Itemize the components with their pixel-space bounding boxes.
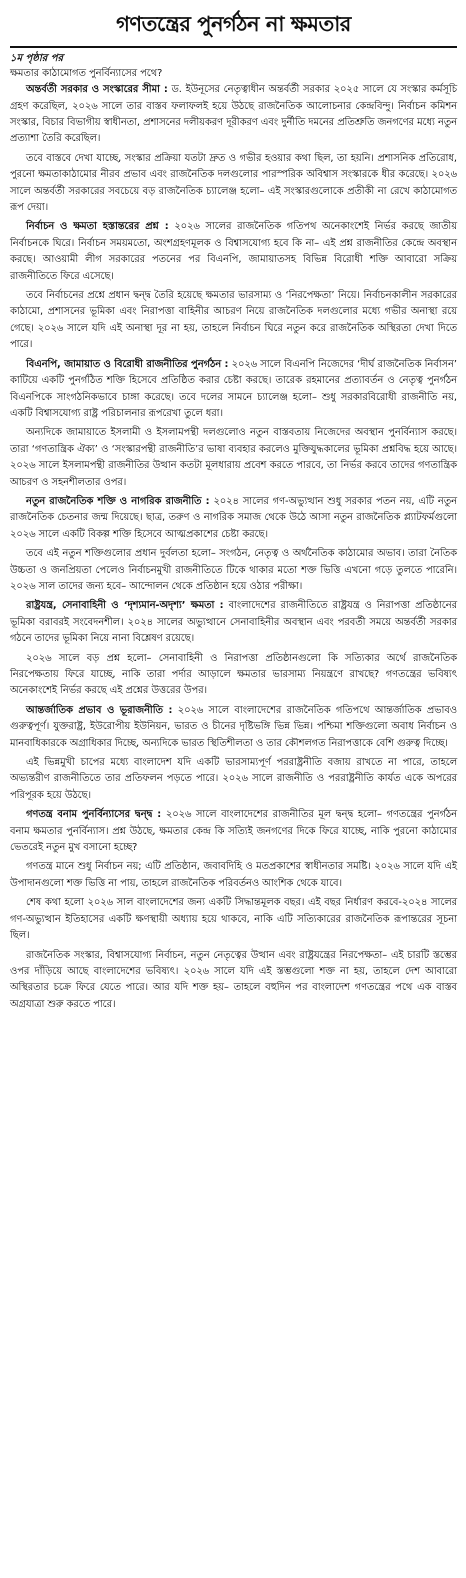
section-new-forces xyxy=(10,494,457,595)
paragraph xyxy=(10,357,457,423)
section-opposition xyxy=(10,357,457,491)
paragraph xyxy=(10,494,457,543)
paragraph: তবে বাস্তবে দেখা যাচ্ছে, সংস্কার প্রক্রিয়া যতটা দ্রুত ও গভীর হওয়ার কথা ছিল, তা হয়নি। প্রশাসনিক প্রতিরোধ, পুরনো ক্ষমতাকাঠামোর নীরব প্রভাব এবং রাজনৈতিক দলগুলোর পারস্পরিক অবিশ্বাস সংস্কারকে ধীর করেছে। ২০২৬ সালে অন্তর্বর্তী সরকারের সবচেয়ে বড় রাজনৈতিক চ্যালেঞ্জ হলো– এই সংস্কারগুলোকে প্রতীকী না রেখে কাঠামোগত রূপ দেয়া। xyxy=(10,152,457,214)
paragraph: এই ভিন্নমুখী চাপের মধ্যে বাংলাদেশ যদি একটি ভারসাম্যপূর্ণ পররাষ্ট্রনীতি বজায় রাখতে না পারে, তাহলে অভ্যন্তরীণ রাজনীতিতে তার প্রতিফলন পড়তে পারে। ২০২৬ সালে রাজনীতি ও পররাষ্ট্রনীতি কার্যত একে অপরের পরিপূরক হয়ে উঠছে। xyxy=(10,757,457,801)
headline-rule xyxy=(10,46,457,48)
section-interim-government xyxy=(10,82,457,216)
headline: গণতন্ত্রের পুনর্গঠন না ক্ষমতার xyxy=(116,12,351,36)
section-subhead: নির্বাচন ও ক্ষমতা হস্তান্তরের প্রশ্ন : xyxy=(26,221,169,233)
paragraph xyxy=(10,598,457,647)
paragraph: তবে এই নতুন শক্তিগুলোর প্রধান দুর্বলতা হলো– সংগঠন, নেতৃত্ব ও অর্থনৈতিক কাঠামোর অভাব। তারা নৈতিক উচ্চতা ও জনপ্রিয়তা পেলেও নির্বাচনমুখী রাজনীতিতে টিকে থাকার মতো শক্ত ভিত্তি এখনো গড়ে তুলতে পারেনি। ২০২৬ সাল তাদের জন্য হবে– আন্দোলন থেকে প্রতিষ্ঠান হয়ে ওঠার পরীক্ষা। xyxy=(10,548,457,592)
section-subhead: অন্তর্বর্তী সরকার ও সংস্কারের সীমা : xyxy=(26,84,168,96)
section-subhead: নতুন রাজনৈতিক শক্তি ও নাগরিক রাজনীতি : xyxy=(26,495,210,507)
section-geopolitics xyxy=(10,703,457,804)
section-subhead: আন্তর্জাতিক প্রভাব ও ভূরাজনীতি : xyxy=(26,704,173,716)
section-subhead: রাষ্ট্রযন্ত্র, সেনাবাহিনী ও ‘দৃশ্যমান-অদৃশ্য’ ক্ষমতা : xyxy=(26,600,224,612)
paragraph-text: ড. ইউনূসের নেতৃত্বাধীন অন্তর্বর্তী সরকার ২০২৫ সালে যে সংস্কার কর্মসূচি গ্রহণ করেছিল, ২০২৬ সালে তার বাস্তব ফলাফলই হয়ে উঠছে রাজনৈতিক আলোচনার কেন্দ্রবিন্দু। নির্বাচন কমিশন সংস্কার, বিচার বিভাগীয় স্বাধীনতা, প্রশাসনের দলীয়করণ দূরীকরণ এবং দুর্নীতি দমনের প্রতিশ্রুতি জনগণের মধ্যে নতুন প্রত্যাশা তৈরি করেছিল। xyxy=(10,84,457,145)
lead-line: ক্ষমতার কাঠামোগত পুনর্বিন্যাসের পথে? xyxy=(10,68,163,79)
paragraph xyxy=(10,703,457,752)
paragraph: অন্যদিকে জামায়াতে ইসলামী ও ইসলামপন্থী দলগুলোও নতুন বাস্তবতায় নিজেদের অবস্থান পুনর্বিন্যাস করছে। তারা ‘গণতান্ত্রিক ঐক্য’ ও ‘সংস্কারপন্থী রাজনীতি’র ভাষা ব্যবহার করলেও মুক্তিযুদ্ধকালের ভূমিকা প্রশ্নবিদ্ধ হয়ে আছে। ২০২৬ সালে ইসলামপন্থী রাজনীতির উত্থান কতটা মূলধারায় প্রবেশ করতে পারবে, তা নির্ভর করবে তাদের গণতান্ত্রিক আচরণ ও সহনশীলতার ওপর। xyxy=(10,427,457,488)
paragraph: শেষ কথা হলো ২০২৬ সাল বাংলাদেশের জন্য একটি সিদ্ধান্তমূলক বছর। এই বছর নির্ধারণ করবে-২০২৪ সালের গণ-অভ্যুত্থান ইতিহাসের একটি ক্ষণস্থায়ী অধ্যায় হয়ে থাকবে, নাকি এটি সত্যিকারের রাজনৈতিক রূপান্তরের সূচনা ছিল। xyxy=(10,897,457,942)
paragraph xyxy=(10,807,457,856)
paragraph-text: বাংলাদেশের রাজনীতিতে রাষ্ট্রযন্ত্র ও নিরাপত্তা প্রতিষ্ঠানের ভূমিকা বরাবরই সংবেদনশীল। ২০২৪ সালের অভ্যুত্থানে সেনাবাহিনীর অবস্থান এবং পরবর্তী সময়ে অন্তর্বর্তী সরকার গঠনে তাদের ভূমিকা নিয়ে নানা বিশ্লেষণ রয়েছে। xyxy=(10,600,457,645)
paragraph-text: ২০২৬ সালের রাজনৈতিক গতিপথ অনেকাংশেই নির্ভর করছে জাতীয় নির্বাচনকে ঘিরে। নির্বাচন সময়মতো, অংশগ্রহণমূলক ও বিশ্বাসযোগ্য হবে কি না– এই প্রশ্ন রাজনীতির কেন্দ্রে অবস্থান করছে। আওয়ামী লীগ সরকারের পতনের পর বিএনপি, জামায়াতসহ বিভিন্ন বিরোধী শক্তি আবারো সক্রিয় রাজনীতিতে ফিরে এসেছে। xyxy=(10,221,457,282)
paragraph: রাজনৈতিক সংস্কার, বিশ্বাসযোগ্য নির্বাচন, নতুন নেতৃত্বের উত্থান এবং রাষ্ট্রযন্ত্রের নিরপেক্ষতা– এই চারটি স্তম্ভের ওপর দাঁড়িয়ে আছে বাংলাদেশের ভবিষ্যৎ। ২০২৬ সালে যদি এই স্তম্ভগুলো শক্ত না হয়, তাহলে দেশ আবারো অস্থিরতার চক্রে ফিরে যেতে পারে। আর যদি শক্ত হয়– তাহলে বহুদিন পর বাংলাদেশ গণতন্ত্রের পথে এক বাস্তব অগ্রযাত্রা শুরু করতে পারে। xyxy=(10,949,457,1010)
paragraph-text: ২০২৬ সালে বিএনপি নিজেদের ‘দীর্ঘ রাজনৈতিক নির্বাসন’ কাটিয়ে একটি পুনর্গঠিত শক্তি হিসেবে প্রতিষ্ঠিত করার চেষ্টা করছে। তারেক রহমানের প্রত্যাবর্তন ও নেতৃত্ব পুনর্গঠন বিএনপিকে সাংগঠনিকভাবে চাঙ্গা করেছে। তবে দলের সামনে চ্যালেঞ্জ হলো– শুধু সরকারবিরোধী রাজনীতি নয়, একটি বিশ্বাসযোগ্য রাষ্ট্র পরিচালনার রূপরেখা তুলে ধরা। xyxy=(10,358,457,419)
continued-from-label: ১ম পৃষ্ঠার পর xyxy=(10,53,63,64)
section-election xyxy=(10,219,457,353)
paragraph-text: ২০২৪ সালের গণ-অভ্যুত্থান শুধু সরকার পতন নয়, এটি নতুন রাজনৈতিক চেতনার জন্ম দিয়েছে। ছাত্র, তরুণ ও নাগরিক সমাজ থেকে উঠে আসা নতুন রাজনৈতিক প্ল্যাটফর্মগুলো ২০২৬ সালে একটি বিকল্প শক্তি হিসেবে আত্মপ্রকাশের চেষ্টা করছে। xyxy=(10,495,457,540)
paragraph-text: ২০২৬ সালে বাংলাদেশের রাজনৈতিক গতিপথে আন্তর্জাতিক প্রভাবও গুরুত্বপূর্ণ। যুক্তরাষ্ট্র, ইউরোপীয় ইউনিয়ন, ভারত ও চীনের দৃষ্টিভঙ্গি ভিন্ন ভিন্ন। পশ্চিমা শক্তিগুলো অবাধ নির্বাচন ও মানবাধিকারকে অগ্রাধিকার দিচ্ছে, অন্যদিকে ভারত স্থিতিশীলতা ও তার কৌশলগত নিরাপত্তাকে বেশি গুরুত্ব দিচ্ছে। xyxy=(10,704,457,749)
section-state-machinery xyxy=(10,598,457,699)
section-subhead: বিএনপি, জামায়াত ও বিরোধী রাজনীতির পুনর্গঠন : xyxy=(26,358,229,370)
paragraph xyxy=(10,219,457,285)
paragraph-text: ২০২৬ সালে বাংলাদেশের রাজনীতির মূল দ্বন্দ্ব হলো– গণতন্ত্রের পুনর্গঠন বনাম ক্ষমতার পুনর্বিন্যাস। প্রশ্ন উঠছে, ক্ষমতার কেন্দ্র কি সত্যিই জনগণের দিকে ফিরে যাচ্ছে, নাকি পুরনো কাঠামোর ভেতরেই নতুন মুখ বসানো হচ্ছে? xyxy=(10,809,457,854)
section-democracy-vs-reorganization xyxy=(10,807,457,1013)
paragraph: ২০২৬ সালে বড় প্রশ্ন হলো– সেনাবাহিনী ও নিরাপত্তা প্রতিষ্ঠানগুলো কি সত্যিকার অর্থে রাজনৈতিক নিরপেক্ষতায় ফিরে যাচ্ছে, নাকি তারা পর্দার আড়ালে ক্ষমতার ভারসাম্য নিয়ন্ত্রণে রাখছে? গণতন্ত্রের ভবিষ্যৎ অনেকাংশেই নির্ভর করছে এই প্রশ্নের উত্তরের উপর। xyxy=(10,652,457,697)
paragraph xyxy=(10,82,457,148)
paragraph: গণতন্ত্র মানে শুধু নির্বাচন নয়; এটি প্রতিষ্ঠান, জবাবদিহি ও মতপ্রকাশের স্বাধীনতার সমষ্টি। ২০২৬ সালে যদি এই উপাদানগুলো শক্ত ভিত্তি না পায়, তাহলে রাজনৈতিক পরিবর্তনও আংশিক থেকে যাবে। xyxy=(10,861,457,889)
section-subhead: গণতন্ত্র বনাম পুনর্বিন্যাসের দ্বন্দ্ব : xyxy=(26,809,162,821)
paragraph: তবে নির্বাচনের প্রশ্নে প্রধান দ্বন্দ্ব তৈরি হয়েছে ক্ষমতার ভারসাম্য ও ‘নিরপেক্ষতা’ নিয়ে। নির্বাচনকালীন সরকারের কাঠামো, প্রশাসনের ভূমিকা এবং নিরাপত্তা বাহিনীর আচরণ নিয়ে রাজনৈতিক দলগুলোর মধ্যে গভীর অনাস্থা রয়ে গেছে। ২০২৬ সালে যদি এই অনাস্থা দূর না হয়, তাহলে নির্বাচন ঘিরে নতুন করে রাজনৈতিক অস্থিরতা দেখা দিতে পারে। xyxy=(10,290,457,351)
